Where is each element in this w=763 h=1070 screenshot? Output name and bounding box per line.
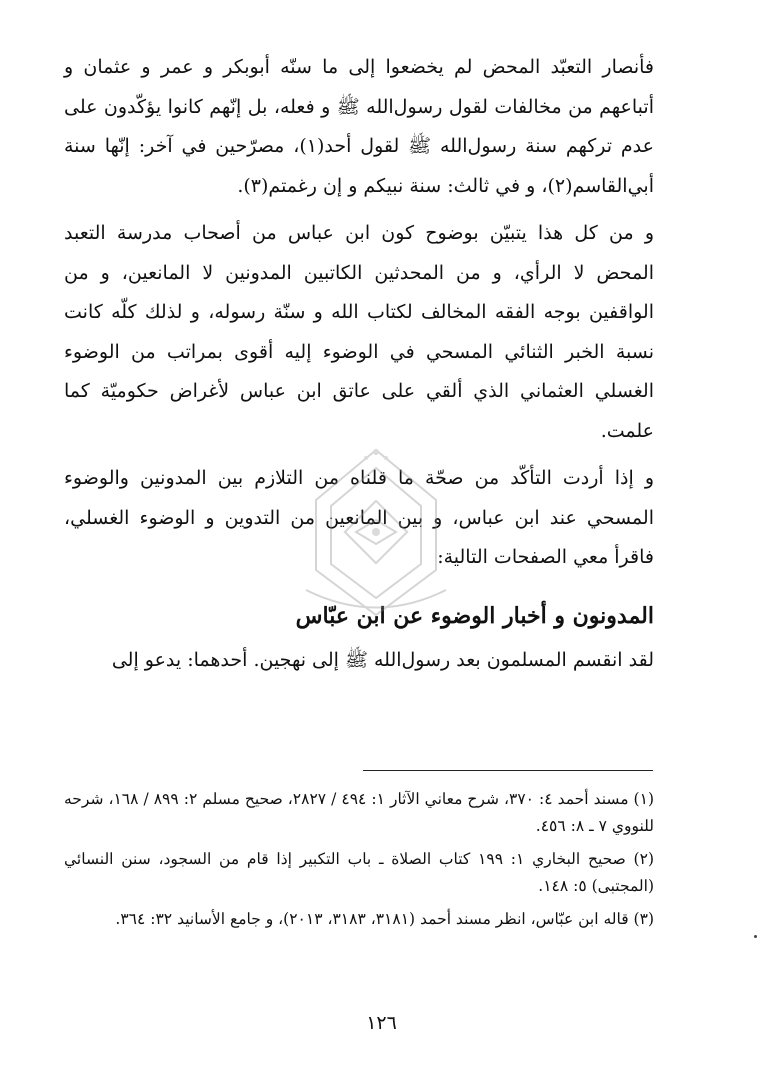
paragraph-1: فأنصار التعبّد المحض لم يخضعوا إلى ما سنّه أبوبكر و عمر و عثمان و أتباعهم من مخالفات لقول رسول‌الله ﷺ و فعله، بل إنّهم كانوا يؤكّدون على عدم تركهم سنة رسول‌الله ﷺ لقول أحد(١)، مصرّحين في آخر: إنّها سنة أبي‌القاسم(٢)، و في ثالث: سنة نبيكم و إن رغمتم(٣).: [64, 56, 654, 197]
intro-line: لقد انقسم المسلمون بعد رسول‌الله ﷺ إلى نهجين. أحدهما: يدعو إلى: [111, 648, 654, 671]
footnotes: [64, 786, 654, 939]
footnote-2: (٢) صحيح البخاري ١: ١٩٩ كتاب الصلاة ـ باب التكبير إذا قام من السجود، سنن النسائي (المجتبى) ٥: ١٤٨.: [64, 850, 654, 895]
scan-speck: [754, 935, 757, 938]
footnote-separator: [363, 770, 653, 771]
section-heading: المدونون و أخبار الوضوء عن ابن عبّاس: [295, 602, 654, 629]
library-seal-watermark: [286, 440, 466, 630]
paragraph-2: و من كل هذا يتبيّن بوضوح كون ابن عباس من أصحاب مدرسة التعبد المحض لا الرأي، و من المحدثين الكاتبين المدونين لا المانعين، و من الواقفين بوجه الفقه المخالف لكتاب الله و سنّة رسوله، و لذلك كلّه كانت نسبة الخبر الثنائي المسحي في الوضوء إليه أقوى بمراتب من الوضوء الغسلي العثماني الذي ألقي على عاتق ابن عباس لأغراض حكوميّة كما علمت.: [64, 222, 654, 442]
page-number: ١٢٦: [366, 1012, 397, 1034]
footnote-1: (١) مسند أحمد ٤: ٣٧٠، شرح معاني الآثار ١: ٤٩٤ / ٢٨٢٧، صحيح مسلم ٢: ٨٩٩ / ١٦٨، شرحه للنووي ٧ ـ ٨: ٤٥٦.: [64, 790, 654, 835]
paragraph-3: و إذا أردت التأكّد من صحّة ما قلناه من التلازم بين المدونين والوضوء المسحي عند ابن عباس، و بين المانعين من التدوين و الوضوء الغسلي، فاقرأ معي الصفحات التالية:: [64, 467, 654, 568]
footnote-3: (٣) قاله ابن عبّاس، انظر مسند أحمد (٣١٨١، ٣١٨٣، ٢٠١٣)، و جامع الأسانيد ٣٢: ٣٦٤.: [115, 910, 654, 928]
